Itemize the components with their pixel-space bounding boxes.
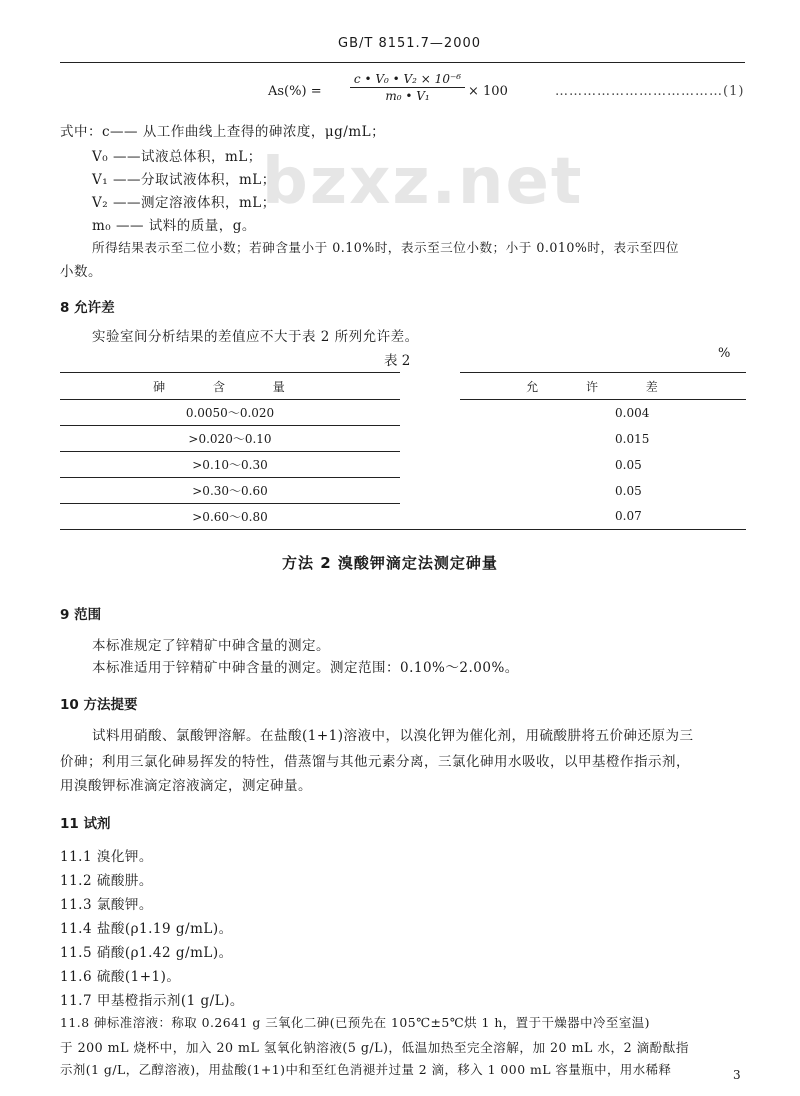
watermark: bzxz.net xyxy=(262,145,584,219)
formula-rhs: × 100 xyxy=(468,84,508,99)
reagent-item: 11.3 氯酸钾。 xyxy=(60,897,153,913)
definition-line: 式中：c—— 从工作曲线上查得的砷浓度，μg/mL； xyxy=(60,124,386,140)
header-rule xyxy=(60,62,745,63)
section-9-line: 本标准规定了锌精矿中砷含量的测定。 xyxy=(92,638,330,654)
formula-lhs: As(%) = xyxy=(268,84,322,99)
cell-tolerance: 0.015 xyxy=(615,431,650,446)
reagent-item: 11.8 砷标准溶液：称取 0.2641 g 三氧化二砷(已预先在 105℃±5℃烘 1 h，置于干燥器中冷至室温) xyxy=(60,1015,650,1030)
section-8-text: 实验室间分析结果的差值应不大于表 2 所列允许差。 xyxy=(92,329,419,345)
section-10-line: 试料用硝酸、氯酸钾溶解。在盐酸(1+1)溶液中，以溴化钾为催化剂，用硫酸肼将五价砷还原为三 xyxy=(92,728,694,744)
section-9-heading: 9 范围 xyxy=(60,607,102,623)
cell-gap xyxy=(400,400,460,426)
definition-line: V₀ ——试液总体积，mL； xyxy=(92,149,262,165)
table-row xyxy=(60,478,746,504)
formula-numerator: c • V₀ • V₂ × 10⁻⁶ xyxy=(353,72,462,86)
formula-denominator: m₀ • V₁ xyxy=(385,89,430,103)
section-10-heading: 10 方法提要 xyxy=(60,697,138,713)
cell-content: 0.0050～0.020 xyxy=(60,400,400,426)
method-2-title: 方法 2 溴酸钾滴定法测定砷量 xyxy=(282,554,498,572)
section-8-heading: 8 允许差 xyxy=(60,300,115,316)
table-row xyxy=(60,400,746,426)
section-10-line: 用溴酸钾标准滴定溶液滴定，测定砷量。 xyxy=(60,778,312,794)
standard-number-header: GB/T 8151.7—2000 xyxy=(338,36,482,51)
section-9-line: 本标准适用于锌精矿中砷含量的测定。测定范围：0.10%～2.00%。 xyxy=(92,660,519,676)
reagent-item: 11.7 甲基橙指示剂(1 g/L)。 xyxy=(60,993,244,1009)
formula-fraction xyxy=(350,72,465,103)
cell-content: >0.60～0.80 xyxy=(60,504,400,530)
result-text: 小数。 xyxy=(60,264,102,280)
table-row xyxy=(60,504,746,530)
section-10-line: 价砷；利用三氯化砷易挥发的特性，借蒸馏与其他元素分离，三氯化砷用水吸收，以甲基橙作指示剂， xyxy=(60,754,690,770)
cell-gap xyxy=(400,452,460,478)
cell-content: >0.30～0.60 xyxy=(60,478,400,504)
definition-line: m₀ —— 试料的质量，g。 xyxy=(92,218,256,234)
table-row xyxy=(60,426,746,452)
table-title: 表 2 xyxy=(384,353,411,369)
cell-tolerance: 0.004 xyxy=(615,405,650,420)
table-row xyxy=(60,452,746,478)
page-number: 3 xyxy=(733,1068,741,1082)
reagent-item: 11.4 盐酸(ρ1.19 g/mL)。 xyxy=(60,921,233,937)
definition-line: V₂ ——测定溶液体积，mL； xyxy=(92,195,276,211)
reagent-item: 11.2 硫酸肼。 xyxy=(60,873,153,889)
reagent-item: 11.1 溴化钾。 xyxy=(60,849,153,865)
result-text: 所得结果表示至二位小数；若砷含量小于 0.10%时，表示至三位小数；小于 0.010%时，表示至四位 xyxy=(92,240,680,255)
cell-content: >0.10～0.30 xyxy=(60,452,400,478)
reagent-item: 11.6 硫酸(1+1)。 xyxy=(60,969,181,985)
definition-line: V₁ ——分取试液体积，mL； xyxy=(92,172,276,188)
table-unit: % xyxy=(718,346,731,361)
cell-tolerance: 0.05 xyxy=(615,457,642,472)
header-arsenic-content: 砷 含 量 xyxy=(60,373,400,400)
section-11-heading: 11 试剂 xyxy=(60,816,111,832)
cell-gap xyxy=(400,426,460,452)
fraction-bar xyxy=(350,87,465,88)
cell-gap xyxy=(400,504,460,530)
table-header-row xyxy=(60,373,746,400)
tolerance-table xyxy=(60,372,746,530)
cell-content: >0.020～0.10 xyxy=(60,426,400,452)
reagent-item: 于 200 mL 烧杯中，加入 20 mL 氢氧化钠溶液(5 g/L)，低温加热至完全溶解，加 20 mL 水，2 滴酚酞指 xyxy=(60,1040,689,1055)
header-gap xyxy=(400,373,460,400)
header-tolerance: 允 许 差 xyxy=(460,373,746,400)
cell-gap xyxy=(400,478,460,504)
reagent-item: 示剂(1 g/L，乙醇溶液)，用盐酸(1+1)中和至红色消褪并过量 2 滴，移入 1 000 mL 容量瓶中，用水稀释 xyxy=(60,1062,672,1077)
cell-tolerance: 0.05 xyxy=(615,483,642,498)
equation-label: ………………………………(1) xyxy=(555,84,745,99)
reagent-item: 11.5 硝酸(ρ1.42 g/mL)。 xyxy=(60,945,233,961)
cell-tolerance: 0.07 xyxy=(460,504,746,530)
